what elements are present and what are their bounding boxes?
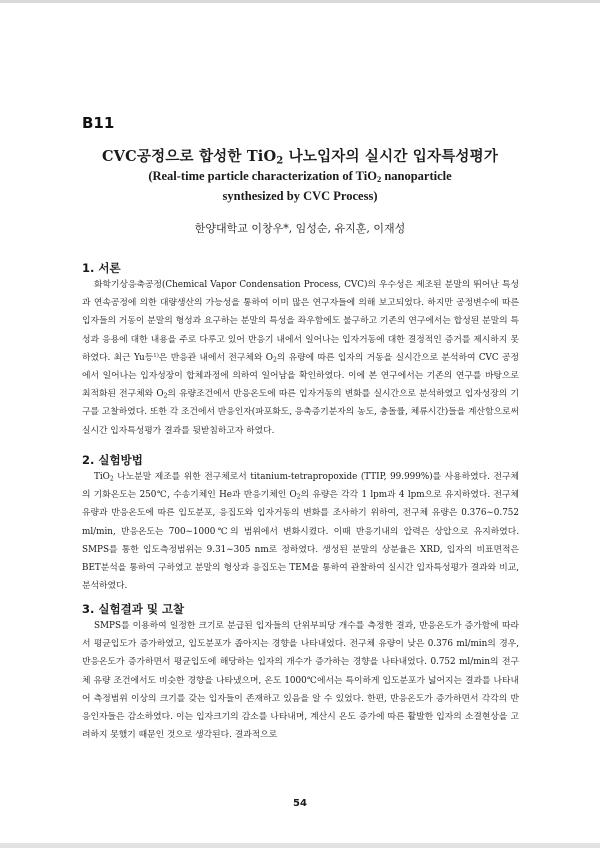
author-list: 한양대학교 이창우*, 임성순, 유지훈, 이재성 (194, 222, 406, 235)
methods-paragraph: TiO$_2$ 나노분말 제조를 위한 전구체로서 titanium-tetrapropoxide (TTIP, 99.999%)를 사용하였다. 전구체의 기화온도는 250℃, 수송기체인 He과 반응기체인 $O_2$의 유량은 각각 1 lpm과 4 lpm으로 유지하였다. 전구체 유량과 반응온도에 따른 입도분포, 응집도와 입자거동의 변화를 조사하기 위하여, 전구체 유량은 0.376∼0.752 ml/min, 반응온도는 700∼1000℃의 범위에서 변화시켰다. 이때 반응기내의 압력은 상압으로 유지하였다. SMPS를 통한 입도측정범위는 9.31∼305 nm로 정하였다. 생성된 분말의 상분율은 XRD, 입자의 비표면적은 BET분석을 통하여 구하였고 분말의 형상과 응집도는 TEM을 통하여 관찰하여 실시간 입자특성평가 결과와 비교, 분석하였다. (82, 472, 519, 592)
page-top-edge (0, 0, 600, 3)
english-title-line-2: synthesized by CVC Process) (222, 189, 378, 203)
results-paragraph: SMPS를 이용하여 일정한 크기로 분급된 입자들의 단위부피당 개수를 측정한 결과, 반응온도가 증가함에 따라서 평균입도가 증가하였고, 입도분포가 좁아지는 경향을 나타내었다. 전구체 유량이 낮은 0.376 ml/min의 경우, 반응온도가 증가하면서 평균입도에 해당하는 입자의 개수가 증가하는 경향을 나타내었다. 0.752 ml/min의 전구체 유량 조건에서도 비슷한 경향을 나타냈으며, 온도 1000℃에서는 특이하게 입도분포가 넓어지는 결과를 나타내어 측정범위 이상의 크기를 갖는 입자들이 존재하고 있음을 알 수 있었다. 한편, 반응온도가 증가하면서 각각의 반응인자들은 감소하였다. 이는 입자크기의 감소를 나타내며, 계산시 온도 증가에 따른 활발한 입자의 소결현상을 고려하지 못했기 때문인 것으로 생각된다. 결과적으로 (82, 621, 519, 741)
section-heading-results: 3. 실험결과 및 고찰 (82, 602, 185, 616)
abstract-code: B11 (82, 114, 115, 132)
section-heading-introduction: 1. 서론 (82, 261, 121, 275)
introduction-paragraph: 화학기상응축공정(Chemical Vapor Condensation Process, CVC)의 우수성은 제조된 분말의 뛰어난 특성과 연속공정에 의한 대량생산의 가능성을 통하여 이미 많은 연구자들에 의해 보고되었다. 하지만 공정변수에 따른 입자들의 거동이 분말의 형성과 요구하는 분말의 특성을 좌우함에도 불구하고 기존의 연구에서는 합성된 분말의 특성과 응용에 대한 내용을 주로 다루고 있어 반응기 내에서 일어나는 입자거동에 대한 결정적인 증거를 제시하지 못하였다. 최근 Yu등$^{1)}$은 반응관 내에서 전구체와 $O_2$의 유량에 따른 입자의 거동을 실시간으로 분석하여 CVC 공정에서 일어나는 입자성장이 합체과정에 의하여 일어남을 확인하였다. 이에 본 연구에서는 기존의 연구를 바탕으로 최적화된 전구체와 $O_2$의 유량조건에서 반응온도에 따른 입자거동의 변화를 실시간으로 분석하였고 입자성장의 기구를 고찰하였다. 또한 각 조건에서 반응인자(파포화도, 응축증기분자의 농도, 충돌률, 체류시간)들을 계산함으로써 실시간 입자특성평가 결과를 뒷받침하고자 하였다. (82, 280, 519, 436)
page-bottom-edge (0, 843, 600, 848)
section-heading-methods: 2. 실험방법 (82, 453, 143, 467)
korean-title: CVC공정으로 합성한 TiO$_2$ 나노입자의 실시간 입자특성평가 (101, 148, 499, 167)
page-number: 54 (293, 798, 307, 809)
english-title-line-1: (Real-time particle characterization of TiO$_2$ nanoparticle (148, 169, 452, 185)
english-title (40, 166, 560, 206)
